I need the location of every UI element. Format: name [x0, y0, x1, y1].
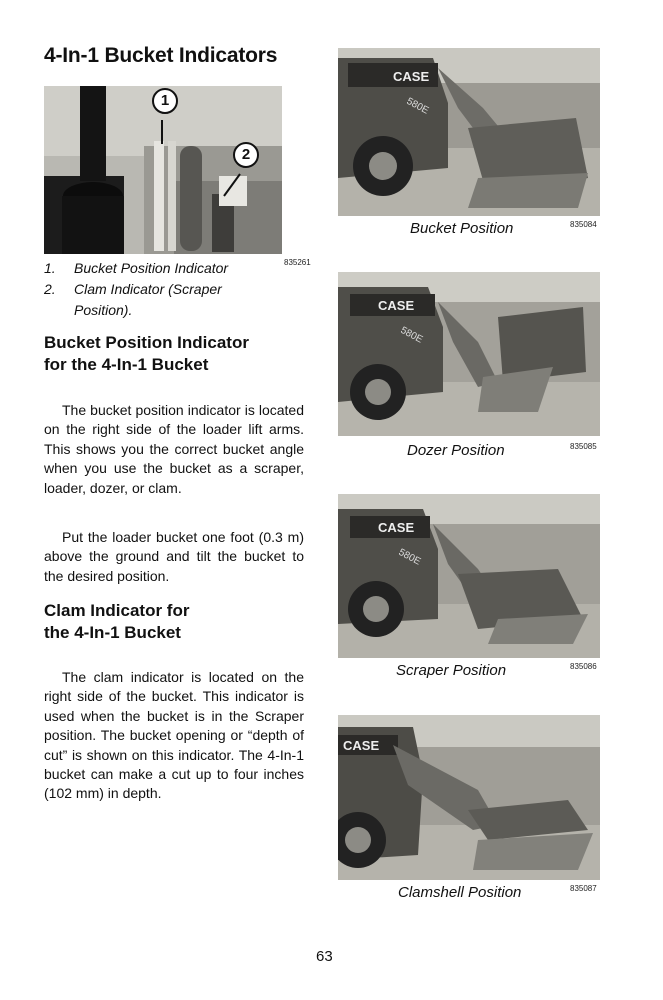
photo-figure-number: 835087	[570, 884, 597, 893]
section-heading-bucket-position	[44, 332, 249, 376]
brand-label: CASE	[343, 738, 380, 753]
svg-text:580E: 580E	[398, 324, 425, 346]
figure-legend	[44, 258, 284, 321]
brand-label: CASE	[393, 69, 430, 84]
photo-caption: Scraper Position	[396, 662, 507, 679]
heading-line: Clam Indicator for	[44, 601, 190, 620]
legend-number: 2.	[44, 281, 56, 297]
legend-item-1	[44, 258, 284, 279]
photo-figure-number: 835085	[570, 442, 597, 451]
callout-1: 1	[152, 88, 178, 114]
legend-text: Clam Indicator (Scraper Position).	[74, 281, 222, 318]
paragraph: The bucket position indicator is located on the right side of the loader lift arms. This shows you the correct bucket angle when you use the bucket as a scraper, loader, dozer, or clam.	[44, 402, 304, 496]
legend-item-2	[44, 279, 284, 321]
paragraph: Put the loader bucket one foot (0.3 m) above the ground and tilt the bucket to the desired position.	[44, 529, 304, 584]
brand-label: CASE	[378, 520, 415, 535]
heading-line: Bucket Position Indicator	[44, 333, 249, 352]
page-title: 4-In-1 Bucket Indicators	[44, 44, 278, 67]
section-heading-clam-indicator	[44, 600, 189, 644]
legend-text: Bucket Position Indicator	[74, 260, 229, 276]
brand-label: CASE	[378, 298, 415, 313]
heading-line: the 4-In-1 Bucket	[44, 623, 181, 642]
page-number: 63	[316, 948, 333, 965]
clamshell-position-photo	[338, 715, 600, 880]
svg-text:580E: 580E	[404, 95, 431, 117]
photo-caption: Clamshell Position	[398, 884, 522, 901]
photo-figure-number: 835084	[570, 220, 597, 229]
bucket-position-photo	[338, 48, 600, 216]
photo-caption: Bucket Position	[410, 220, 514, 237]
heading-line: for the 4-In-1 Bucket	[44, 355, 209, 374]
indicator-figure-number: 835261	[284, 258, 311, 267]
photo-caption: Dozer Position	[407, 442, 505, 459]
paragraph: The clam indicator is located on the right side of the bucket. This indicator is used when the bucket is in the Scraper position. The bucket opening or “depth of cut” is shown on this indicator. The 4-In-1 bucket can make a cut up to four inches (102 mm) in depth.	[44, 669, 304, 802]
photo-figure-number: 835086	[570, 662, 597, 671]
dozer-position-photo	[338, 272, 600, 436]
callout-2: 2	[233, 142, 259, 168]
svg-text:580E: 580E	[396, 546, 423, 568]
legend-number: 1.	[44, 260, 56, 276]
scraper-position-photo	[338, 494, 600, 658]
